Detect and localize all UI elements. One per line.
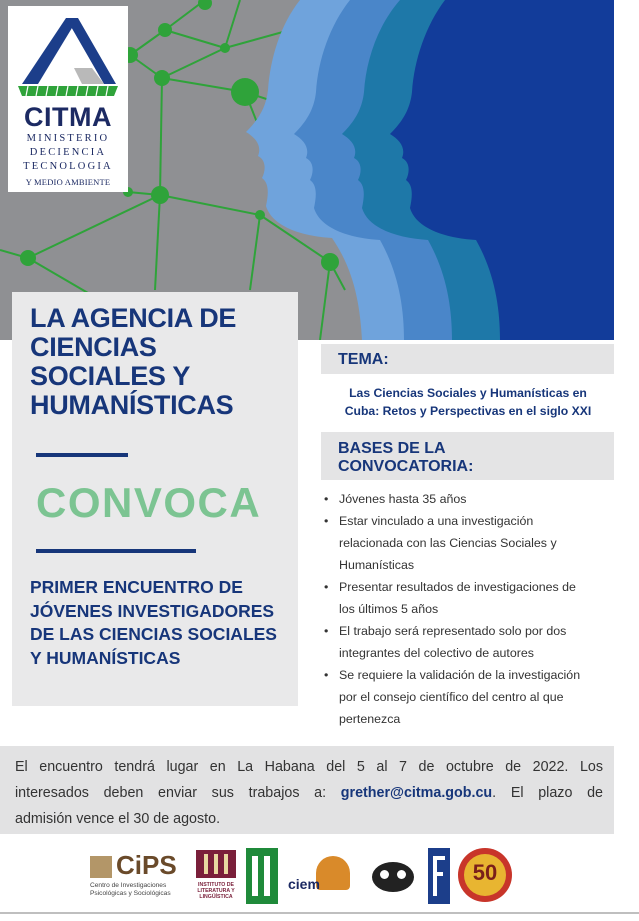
- ciem-emblem-icon: [316, 856, 350, 890]
- event-title-line: PRIMER ENCUENTRO DE: [30, 577, 243, 597]
- agency-headline: [30, 304, 292, 420]
- tema-label: TEMA:: [338, 351, 389, 368]
- cips-sub-line: Psicológicas y Sociológicas: [90, 890, 171, 897]
- bases-item-line: pertenezca: [339, 712, 401, 726]
- footer-text: [15, 754, 603, 832]
- ill-sub-line: LITERATURA Y: [197, 888, 235, 895]
- headline-line: HUMANÍSTICAS: [30, 390, 234, 420]
- logo-line-4: Y MEDIO AMBIENTE: [25, 177, 111, 187]
- anniversary-number: 50: [472, 860, 498, 885]
- bases-item-line: Humanísticas: [339, 558, 415, 572]
- ciem-logo: [288, 848, 360, 904]
- logo-line-2: DECIENCIA: [29, 147, 107, 158]
- cips-sub-line: Centro de Investigaciones: [90, 882, 167, 889]
- headline-line: CIENCIAS: [30, 332, 157, 362]
- bases-item-line: • Jóvenes hasta 35 años: [339, 492, 467, 506]
- green-institute-logo: [246, 848, 278, 904]
- event-title-line: Y HUMANÍSTICAS: [30, 647, 181, 668]
- bases-item-line: integrantes del colectivo de autores: [339, 646, 534, 660]
- tema-text: [322, 384, 614, 420]
- cips-name: CiPS: [116, 850, 177, 880]
- bases-item: [322, 488, 614, 510]
- tema-text-line: Las Ciencias Sociales y Humanísticas en: [349, 386, 587, 400]
- headline-line: SOCIALES Y: [30, 361, 191, 391]
- bases-item-line: • Se requiere la validación de la investigación: [339, 668, 581, 682]
- tema-label-bar: [321, 344, 614, 374]
- footer-line-2-end: . El plazo de: [492, 785, 603, 801]
- bases-item-line: relacionada con las Ciencias Sociales y: [339, 536, 557, 550]
- ciem-name: ciem: [288, 876, 320, 892]
- bases-list: [322, 488, 614, 730]
- green-logo-bar-icon: [252, 856, 258, 896]
- bases-item-line: • El trabajo será representado solo por dos: [339, 624, 567, 638]
- event-title-line: JÓVENES INVESTIGADORES: [30, 600, 275, 621]
- ill-sub-line: LINGÜÍSTICA: [199, 894, 233, 901]
- bases-item: [322, 510, 614, 576]
- bases-item: [322, 664, 614, 730]
- bases-item-line: los últimos 5 años: [339, 602, 439, 616]
- mask-emblem-icon: [372, 862, 414, 892]
- divider-short: [36, 453, 128, 457]
- footer-line-2: [15, 780, 603, 806]
- bases-label-line: BASES DE LA: [338, 440, 446, 457]
- footer-line-1: El encuentro tendrá lugar en La Habana del 5 al 7 de octubre de 2022. Los: [15, 759, 603, 775]
- footer-line-2-start: interesados deben enviar sus trabajos a:: [15, 785, 327, 801]
- logo-brand: CITMA: [24, 102, 112, 132]
- ill-logo: [194, 848, 238, 904]
- contact-email-link[interactable]: grether@citma.gob.cu: [340, 785, 493, 801]
- convoca-heading: CONVOCA: [36, 479, 262, 526]
- bases-label-bar: [321, 432, 614, 480]
- bases-item: [322, 620, 614, 664]
- blue-f-logo: [428, 848, 450, 904]
- cips-emblem-icon: [90, 856, 112, 878]
- logo-line-3: TECNOLOGIA: [23, 161, 113, 172]
- fifty-anniversary-logo: [458, 848, 514, 904]
- citma-emblem: [8, 6, 128, 102]
- bottom-divider: [0, 912, 639, 914]
- cips-logo: [90, 848, 186, 904]
- event-title: [30, 576, 292, 670]
- bases-item-line: • Presentar resultados de investigaciones de: [339, 580, 576, 594]
- footer-line-3: admisión vence el 30 de agosto.: [15, 811, 221, 827]
- mask-logo: [370, 848, 416, 904]
- ill-sub-line: INSTITUTO DE: [198, 882, 234, 888]
- bases-item-line: • Estar vinculado a una investigación: [339, 514, 534, 528]
- divider-long: [36, 549, 196, 553]
- citma-logo: [8, 6, 128, 192]
- bases-label-line: CONVOCATORIA:: [338, 458, 474, 475]
- event-title-line: DE LAS CIENCIAS SOCIALES: [30, 624, 277, 644]
- logo-line-1: MINISTERIO: [26, 133, 110, 144]
- bases-item-line: por el consejo científico del centro al que: [339, 690, 564, 704]
- tema-text-line: Cuba: Retos y Perspectivas en el siglo XXI: [344, 404, 592, 418]
- headline-line: LA AGENCIA DE: [30, 303, 237, 333]
- bases-item: [322, 576, 614, 620]
